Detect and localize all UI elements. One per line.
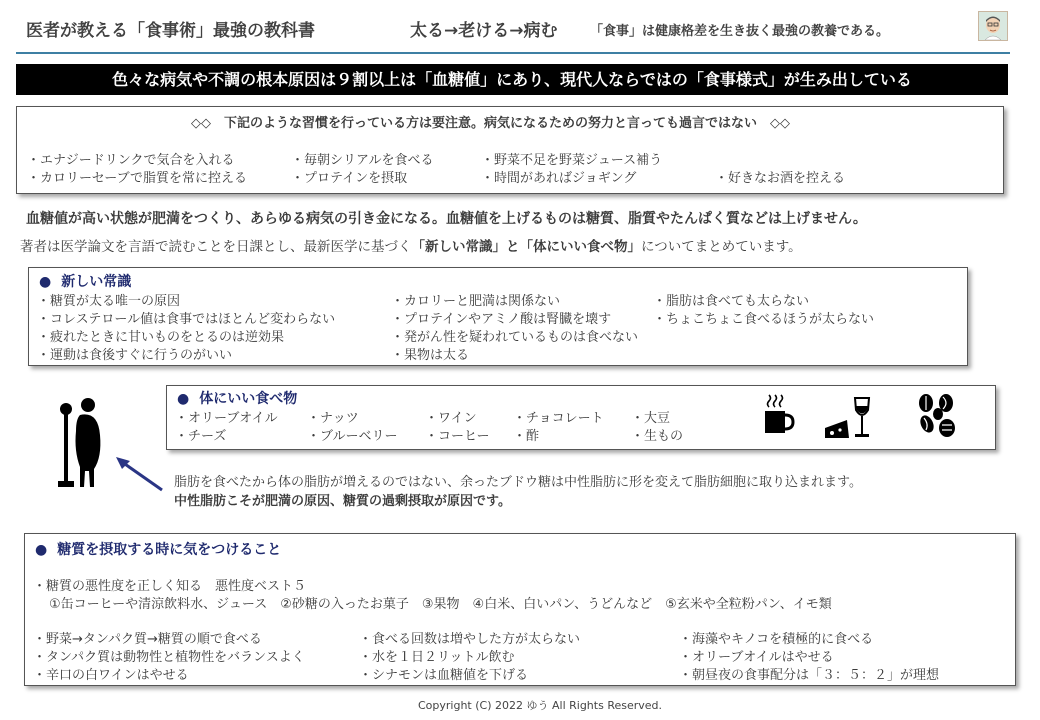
warning-item: ・野菜不足を野菜ジュース補う — [481, 153, 663, 168]
warning-item: ・好きなお酒を控える — [715, 171, 846, 186]
carb-tip: ・オリーブオイルはやせる — [679, 650, 834, 665]
warning-item: ・カロリーセーブで脂質を常に控える — [27, 171, 247, 186]
worst-carbs-title: ・糖質の悪性度を正しく知る 悪性度ベスト５ — [33, 579, 307, 594]
carb-tip: ・シナモンは血糖値を下げる — [359, 668, 529, 683]
common-sense-item: ・糖質が太る唯一の原因 — [37, 294, 181, 309]
page-subtitle: 太る→老ける→病む — [410, 21, 558, 41]
good-food-item: ・コーヒー — [425, 429, 490, 444]
doctor-avatar-icon — [978, 11, 1008, 41]
warning-box — [16, 106, 1004, 194]
common-sense-item: ・カロリーと肥満は関係ない — [391, 294, 561, 309]
arrow-icon — [112, 452, 166, 494]
main-banner: 色々な病気や不調の根本原因は９割以上は「血糖値」にあり、現代人ならではの「食事様式」が生み出している — [16, 64, 1008, 95]
intro-line-1: 血糖値が高い状態が肥満をつくり、あらゆる病気の引き金になる。血糖値を上げるものは糖質、脂質やたんぱく質などは上げません。 — [26, 211, 867, 227]
carb-caution-title-text: 糖質を摂取する時に気をつけること — [57, 542, 282, 558]
common-sense-item: ・ちょこちょこ食べるほうが太らない — [653, 312, 875, 327]
good-food-item: ・生もの — [631, 429, 684, 444]
intro-line-2-b: 「新しい常識」と「体にいい食べ物」 — [411, 239, 641, 255]
carb-tip: ・食べる回数は増やした方が太らない — [359, 632, 581, 647]
warning-item: ・プロテインを摂取 — [291, 171, 408, 186]
good-food-item: ・チーズ — [175, 429, 227, 444]
new-common-sense-title — [39, 271, 131, 291]
coffee-icon — [761, 392, 797, 436]
carb-caution-box — [24, 533, 1016, 686]
intro-line-2-a: 著者は医学論文を言語で読むことを日課とし、最新医学に基づく — [20, 239, 412, 255]
good-food-item: ・酢 — [513, 429, 540, 444]
new-common-sense-box — [28, 267, 968, 366]
carb-tip: ・海藻やキノコを積極的に食べる — [679, 632, 874, 647]
good-foods-title — [177, 388, 297, 408]
warning-item: ・時間があればジョギング — [481, 171, 637, 186]
bullet-icon: ● — [35, 542, 48, 558]
bullet-icon: ● — [177, 391, 190, 407]
nuts-beans-icon — [915, 392, 961, 442]
carb-tip: ・水を１日２リットル飲む — [359, 650, 515, 665]
common-sense-item: ・コレステロール値は食事ではほとんど変わらない — [37, 312, 336, 327]
common-sense-item: ・プロテインやアミノ酸は腎臓を壊す — [391, 312, 612, 327]
good-food-item: ・ワイン — [425, 411, 477, 426]
carb-caution-title — [35, 539, 281, 559]
carb-tip: ・タンパク質は動物性と植物性をバランスよく — [33, 650, 305, 665]
warning-item: ・毎朝シリアルを食べる — [291, 153, 434, 168]
good-foods-box — [166, 385, 996, 450]
page-tagline: 「食事」は健康格差を生き抜く最強の教養である。 — [590, 24, 890, 39]
common-sense-item: ・発がん性を疑われているものは食べない — [391, 330, 639, 345]
common-sense-item: ・果物は太る — [391, 348, 470, 363]
header-divider — [16, 52, 1010, 54]
carb-tip: ・野菜→タンパク質→糖質の順で食べる — [33, 632, 262, 647]
bullet-icon: ● — [39, 274, 52, 290]
good-food-item: ・ナッツ — [307, 411, 359, 426]
page-title: 医者が教える「食事術」最強の教科書 — [26, 21, 315, 41]
worst-carbs-list: ①缶コーヒーや清涼飲料水、ジュース ②砂糖の入ったお菓子 ③果物 ④白米、白いパン、うどんなど ⑤玄米や全粒粉パン、イモ類 — [49, 597, 832, 612]
good-food-item: ・大豆 — [631, 411, 671, 426]
scale-person-icon — [52, 395, 112, 495]
good-food-item: ・ブルーベリー — [307, 429, 398, 444]
common-sense-item: ・疲れたときに甘いものをとるのは逆効果 — [37, 330, 285, 345]
common-sense-item: ・運動は食後すぐに行うのがいい — [37, 348, 233, 363]
carb-tip: ・朝昼夜の食事配分は「３：５：２」が理想 — [679, 668, 940, 683]
good-food-item: ・チョコレート — [513, 411, 604, 426]
intro-line-2-c: についてまとめています。 — [641, 239, 802, 255]
warning-item: ・エナジードリンクで気合を入れる — [27, 153, 235, 168]
new-common-sense-title-text: 新しい常識 — [61, 274, 132, 290]
warning-title: ◇◇ 下記のような習慣を行っている方は要注意。病気になるための努力と言っても過言ではない ◇◇ — [191, 116, 790, 131]
fat-note-line-2: 中性脂肪こそが肥満の原因、糖質の過剰摂取が原因です。 — [174, 494, 511, 509]
copyright: Copyright (C) 2022 ゆう All Rights Reserved. — [418, 699, 663, 712]
carb-tip: ・辛口の白ワインはやせる — [33, 668, 189, 683]
common-sense-item: ・脂肪は食べても太らない — [653, 294, 810, 309]
good-food-item: ・オリーブオイル — [175, 411, 278, 426]
fat-note-line-1: 脂肪を食べたから体の脂肪が増えるのではない、余ったブドウ糖は中性脂肪に形を変えて脂肪細胞に取り込まれます。 — [174, 475, 862, 490]
intro-line-2 — [20, 235, 802, 255]
good-foods-title-text: 体にいい食べ物 — [199, 391, 298, 407]
cheese-wine-icon — [823, 396, 875, 440]
